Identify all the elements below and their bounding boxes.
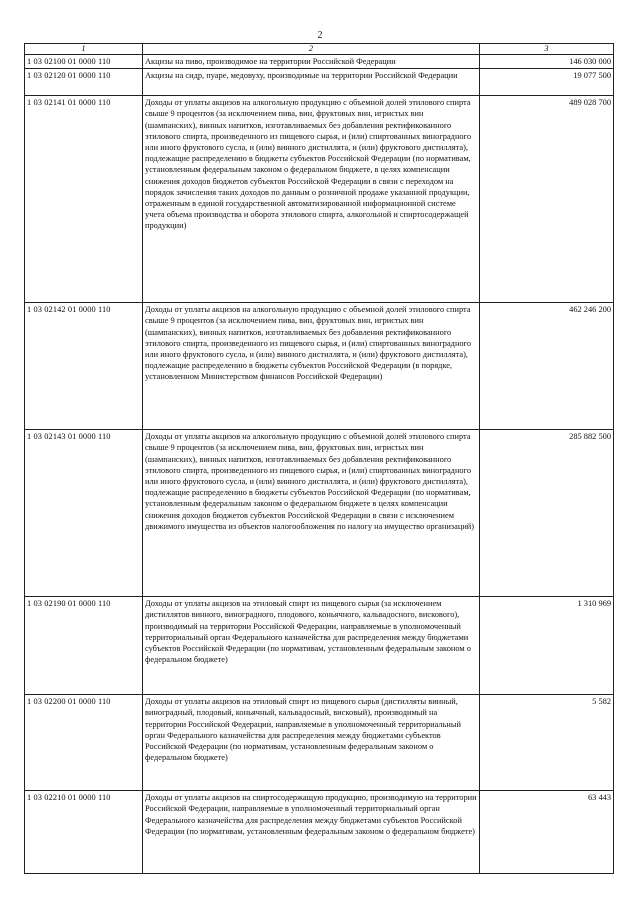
row-code: 1 03 02142 01 0000 110 bbox=[25, 303, 143, 430]
row-name: Доходы от уплаты акцизов на алкогольную продукцию с объемной долей этилового спирта свыше 9 процентов (за исключением пива, вин, фруктовых вин, игристых вин (шампанских), винных напитков, изготавливаемых без добавления ректификованного этилового спирта, произведенного из пищевого сырья, и (или) спиртованных виноградного или иного фруктового сусла, и (или) винного дистиллята, и (или) фруктового дистиллята), подлежащие распределению в бюджеты субъектов Российской Федерации (по нормативам, установленным федеральным законом о федеральном бюджете в целях компенсации снижения доходов бюджетов субъектов Российской Федерации в связи с исключением движимого имущества из объектов налогообложения по налогу на имущество организаций) bbox=[143, 430, 480, 597]
table-row bbox=[25, 55, 614, 69]
row-amount: 5 582 bbox=[480, 695, 614, 791]
row-code: 1 03 02141 01 0000 110 bbox=[25, 96, 143, 303]
row-code: 1 03 02190 01 0000 110 bbox=[25, 597, 143, 695]
header-col-1: 1 bbox=[25, 44, 143, 55]
row-code: 1 03 02200 01 0000 110 bbox=[25, 695, 143, 791]
row-code: 1 03 02143 01 0000 110 bbox=[25, 430, 143, 597]
row-code: 1 03 02120 01 0000 110 bbox=[25, 69, 143, 96]
header-col-3: 3 bbox=[480, 44, 614, 55]
revenue-table bbox=[24, 43, 614, 874]
row-name: Доходы от уплаты акцизов на этиловый спирт из пищевого сырья (за исключением дистиллятов винного, виноградного, плодового, коньячного, кальвадосного, вискового), производимый на территории Российской Федерации, направляемые в уполномоченный территориальный орган Федерального казначейства для распределения между бюджетами субъектов Российской Федерации (по нормативам, установленным федеральным законом о федеральном бюджете) bbox=[143, 597, 480, 695]
row-amount: 19 077 500 bbox=[480, 69, 614, 96]
row-code: 1 03 02210 01 0000 110 bbox=[25, 791, 143, 874]
header-col-2: 2 bbox=[143, 44, 480, 55]
table-row bbox=[25, 430, 614, 597]
page-number: 2 bbox=[317, 30, 323, 41]
table-row bbox=[25, 695, 614, 791]
row-name: Акцизы на пиво, производимое на территории Российской Федерации bbox=[143, 55, 480, 69]
row-code: 1 03 02100 01 0000 110 bbox=[25, 55, 143, 69]
row-amount: 462 246 200 bbox=[480, 303, 614, 430]
row-name: Доходы от уплаты акцизов на алкогольную продукцию с объемной долей этилового спирта свыше 9 процентов (за исключением пива, вин, фруктовых вин, игристых вин (шампанских), винных напитков, изготавливаемых без добавления ректификованного этилового спирта, произведенного из пищевого сырья, и (или) спиртованных виноградного или иного фруктового сусла, и (или) винного дистиллята, и (или) фруктового дистиллята), подлежащие распределению в бюджеты субъектов Российской Федерации (по нормативам, установленным федеральным законом о федеральном бюджете, в целях компенсации снижения доходов бюджетов субъектов Российской Федерации в связи с переходом на порядок зачисления таких доходов по данным о розничной продаже указанной продукции, отраженным в единой государственной автоматизированной информационной системе учета объема производства и оборота этилового спирта, алкогольной и спиртосодержащей продукции) bbox=[143, 96, 480, 303]
row-amount: 285 882 500 bbox=[480, 430, 614, 597]
table-row bbox=[25, 791, 614, 874]
table-row bbox=[25, 69, 614, 96]
row-name: Доходы от уплаты акцизов на спиртосодержащую продукцию, производимую на территории Российской Федерации, направляемые в уполномоченный территориальный орган Федерального казначейства для распределения между бюджетами субъектов Российской Федерации (по нормативам, установленным федеральным законом о федеральном бюджете) bbox=[143, 791, 480, 874]
row-name: Доходы от уплаты акцизов на алкогольную продукцию с объемной долей этилового спирта свыше 9 процентов (за исключением пива, вин, фруктовых вин, игристых вин (шампанских), винных напитков, изготавливаемых без добавления ректификованного этилового спирта, произведенного из пищевого сырья, и (или) спиртованных виноградного или иного фруктового сусла, и (или) винного дистиллята, и (или) фруктового дистиллята), подлежащие распределению в бюджеты субъектов Российской Федерации (в порядке, установленном Министерством финансов Российской Федерации) bbox=[143, 303, 480, 430]
row-amount: 63 443 bbox=[480, 791, 614, 874]
row-amount: 146 030 000 bbox=[480, 55, 614, 69]
row-name: Акцизы на сидр, пуаре, медовуху, производимые на территории Российской Федерации bbox=[143, 69, 480, 96]
table-row bbox=[25, 597, 614, 695]
row-amount: 489 028 700 bbox=[480, 96, 614, 303]
header-row bbox=[25, 44, 614, 55]
row-amount: 1 310 969 bbox=[480, 597, 614, 695]
table-row bbox=[25, 96, 614, 303]
table-row bbox=[25, 303, 614, 430]
row-name: Доходы от уплаты акцизов на этиловый спирт из пищевого сырья (дистилляты винный, виноградный, плодовый, коньячный, кальвадосный, висковый), производимый на территории Российской Федерации, направляемые в уполномоченный территориальный орган Федерального казначейства для распределения между бюджетами субъектов Российской Федерации (по нормативам, установленным федеральным законом о федеральном бюджете) bbox=[143, 695, 480, 791]
